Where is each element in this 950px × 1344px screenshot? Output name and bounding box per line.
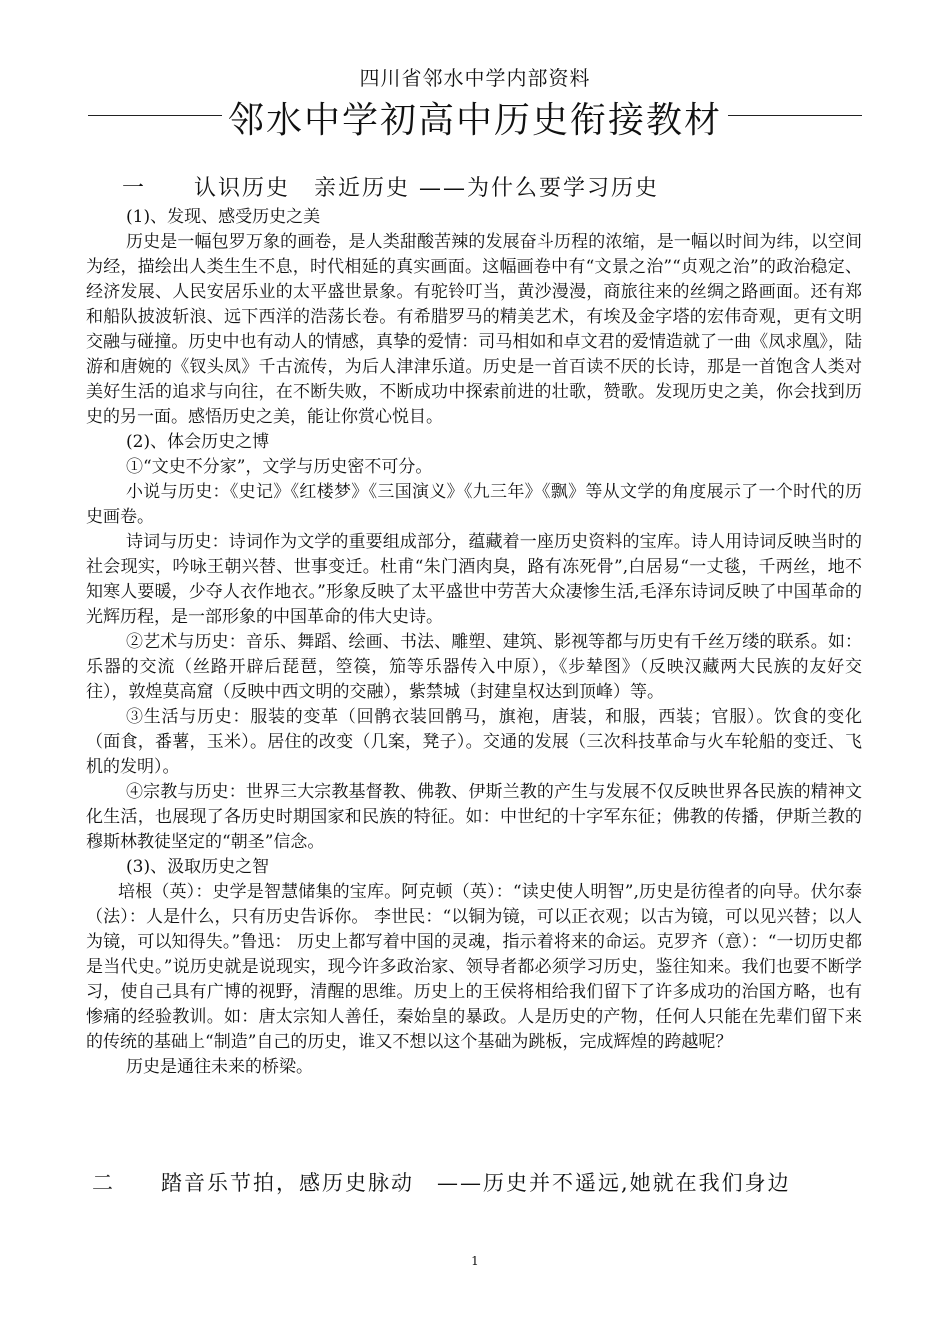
subheading-1: (1)、发现、感受历史之美 <box>126 207 321 227</box>
paragraph-wisdom: 培根（英）：史学是智慧储集的宝库。阿克顿（英）：“读史使人明智”,历史是彷徨者的向导。伏尔泰（法）：人是什么，只有历史告诉你。 李世民：“以铜为镜，可以正衣观；以古为镜，可以见兴替；以人为镜，可以知得失。”鲁迅： 历史上都写着中国的灵魂，指示着将来的命运。克罗齐（意）：“一切历史都是当代史。”说历史就是说现实，现今许多政治家、领导者都必须学习历史，鉴往知来。我们也要不断学习，使自己具有广博的视野，清醒的思维。历史上的王侯将相给我们留下了许多成功的治国方略，也有惨痛的经验教训。如：唐太宗知人善任，秦始皇的暴政。人是历史的产物，任何人只能在先辈们留下来的传统的基础上“制造”自己的历史，谁又不想以这个基础为跳板，完成辉煌的跨越呢？ <box>86 882 862 1052</box>
page-number: 1 <box>471 1254 479 1268</box>
paragraph-novels: 小说与历史：《史记》《红楼梦》《三国演义》《九三年》《飘》等从文学的角度展示了一个时代的历史画卷。 <box>86 482 862 527</box>
document-title <box>0 98 950 144</box>
section-2-heading: 二 踏音乐节拍，感历史脉动 ——历史并不遥远,她就在我们身边 <box>92 1171 791 1195</box>
document-header: 四川省邻水中学内部资料 <box>359 66 591 90</box>
section-1-heading: 一 认识历史 亲近历史 ——为什么要学习历史 <box>122 176 659 201</box>
paragraph-life: ③生活与历史：服装的变革（回鹘衣装回鹘马，旗袍，唐装，和服，西装；官服）。饮食的变化（面食，番薯，玉米）。居住的改变（几案，凳子）。交通的发展（三次科技革命与火车轮船的变迁、飞机的发明）。 <box>86 707 862 777</box>
paragraph-arts: ②艺术与历史：音乐、舞蹈、绘画、书法、雕塑、建筑、影视等都与历史有千丝万缕的联系。如：乐器的交流（丝路开辟后琵琶，箜篌，笳等乐器传入中原），《步辇图》（反映汉藏两大民族的友好交往），敦煌莫高窟（反映中西文明的交融），紫禁城（封建皇权达到顶峰）等。 <box>86 632 862 702</box>
subheading-2: (2)、体会历史之博 <box>126 432 270 452</box>
paragraph-literature: ①“文史不分家”，文学与历史密不可分。 <box>126 457 433 477</box>
paragraph-bridge: 历史是通往未来的桥梁。 <box>126 1057 313 1077</box>
document-body <box>86 205 862 1080</box>
title-text: 邻水中学初高中历史衔接教材 <box>222 100 728 141</box>
subheading-3: (3)、汲取历史之智 <box>126 857 270 877</box>
paragraph-religion: ④宗教与历史：世界三大宗教基督教、佛教、伊斯兰教的产生与发展不仅反映世界各民族的精神文化生活，也展现了各历史时期国家和民族的特征。如：中世纪的十字军东征；佛教的传播，伊斯兰教的穆斯林教徒坚定的“朝圣”信念。 <box>86 782 862 852</box>
paragraph-poetry: 诗词与历史：诗词作为文学的重要组成部分，蕴藏着一座历史资料的宝库。诗人用诗词反映当时的社会现实，吟咏王朝兴替、世事变迁。杜甫“朱门酒肉臭，路有冻死骨”,白居易“一丈毯，千两丝，地不知寒人要暖，少夺人衣作地衣。”形象反映了太平盛世中劳苦大众凄惨生活,毛泽东诗词反映了中国革命的光辉历程，是一部形象的中国革命的伟大史诗。 <box>86 532 862 627</box>
paragraph-beauty: 历史是一幅包罗万象的画卷，是人类甜酸苦辣的发展奋斗历程的浓缩，是一幅以时间为纬，以空间为经，描绘出人类生生不息，时代相延的真实画面。这幅画卷中有“文景之治”“贞观之治”的政治稳定、经济发展、人民安居乐业的太平盛世景象。有驼铃叮当，黄沙漫漫，商旅往来的丝绸之路画面。还有郑和船队披波斩浪、远下西洋的浩荡长卷。有希腊罗马的精美艺术，有埃及金字塔的宏伟奇观，更有文明交融与碰撞。历史中也有动人的情感，真挚的爱情：司马相如和卓文君的爱情造就了一曲《凤求凰》，陆游和唐婉的《钗头凤》千古流传，为后人津津乐道。历史是一首百读不厌的长诗，那是一首饱含人类对美好生活的追求与向往，在不断失败，不断成功中探索前进的壮歌，赞歌。发现历史之美，你会找到历史的另一面。感悟历史之美，能让你赏心悦目。 <box>86 232 862 427</box>
